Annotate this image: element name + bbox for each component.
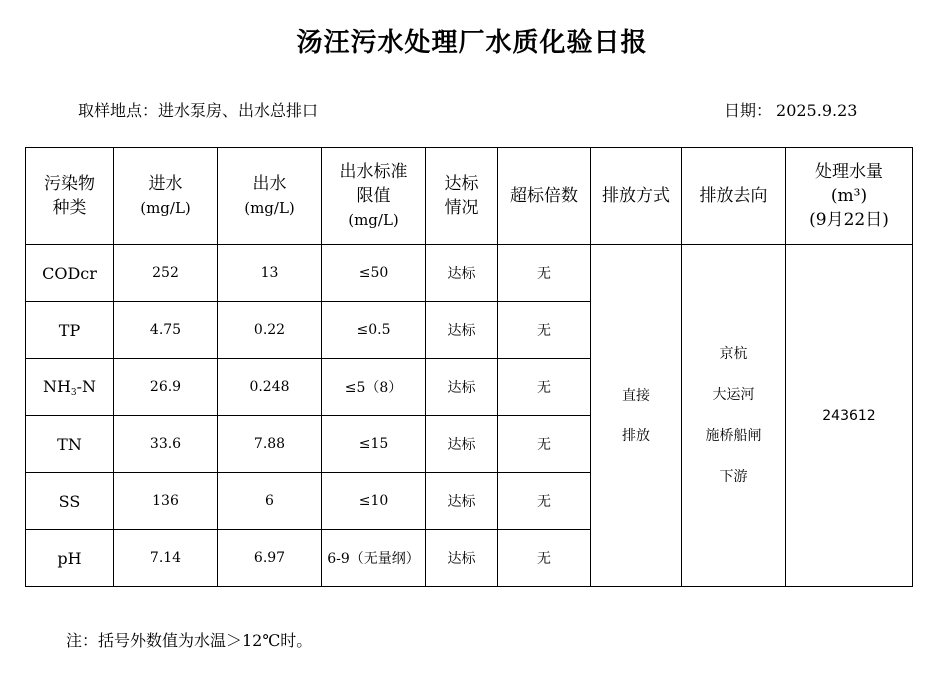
- pollutant-cell: CODcr: [26, 245, 114, 302]
- table-row: [26, 245, 913, 302]
- exceed-cell: 无: [498, 359, 591, 416]
- pollutant-cell: TN: [26, 416, 114, 473]
- pollutant-main: NH: [42, 376, 71, 396]
- footnote: 注：括号外数值为水温＞12℃时。: [66, 631, 313, 650]
- status-cell: 达标: [426, 530, 498, 587]
- header-effluent: [218, 148, 322, 245]
- header-destination: 排放去向: [682, 148, 786, 245]
- header-influent-unit: (mg/L): [140, 199, 191, 217]
- report-title: 汤汪污水处理厂水质化验日报: [296, 28, 648, 58]
- sampling-location-label: 取样地点：: [78, 101, 159, 120]
- discharge-method-cell: [591, 245, 682, 587]
- limit-cell: ≤50: [322, 245, 426, 302]
- limit-cell: ≤15: [322, 416, 426, 473]
- pollutant-tail: -N: [76, 376, 97, 396]
- effluent-cell: 0.248: [218, 359, 322, 416]
- status-cell: 达标: [426, 359, 498, 416]
- discharge-destination-line4: 下游: [719, 468, 748, 485]
- limit-cell: ≤5（8）: [322, 359, 426, 416]
- header-pollutant-line1: 污染物: [44, 174, 95, 194]
- effluent-cell: 6.97: [218, 530, 322, 587]
- discharge-destination-line1: 京杭: [719, 345, 748, 362]
- header-status-line1: 达标: [444, 174, 479, 194]
- pollutant-cell: SS: [26, 473, 114, 530]
- report-date: [724, 98, 857, 121]
- exceed-cell: 无: [498, 416, 591, 473]
- pollutant-subscript: 3: [70, 387, 77, 398]
- effluent-cell: 7.88: [218, 416, 322, 473]
- header-volume-date: (9月22日): [809, 210, 889, 230]
- limit-cell: 6-9（无量纲）: [322, 530, 426, 587]
- header-volume-line1: 处理水量: [815, 162, 883, 182]
- header-exceed: 超标倍数: [498, 148, 591, 245]
- header-pollutant: [26, 148, 114, 245]
- header-limit-unit: (mg/L): [348, 211, 399, 229]
- effluent-cell: 6: [218, 473, 322, 530]
- influent-cell: 33.6: [114, 416, 218, 473]
- status-cell: 达标: [426, 416, 498, 473]
- discharge-method-line1: 直接: [622, 387, 650, 404]
- header-status: [426, 148, 498, 245]
- header-limit-line2: 限值: [356, 186, 391, 206]
- exceed-cell: 无: [498, 530, 591, 587]
- discharge-destination-line3: 施桥船闸: [705, 427, 762, 444]
- header-limit: [322, 148, 426, 245]
- effluent-cell: 13: [218, 245, 322, 302]
- report-date-value: 2025.9.23: [776, 101, 858, 120]
- effluent-cell: 0.22: [218, 302, 322, 359]
- influent-cell: 136: [114, 473, 218, 530]
- header-effluent-label: 出水: [252, 174, 287, 194]
- exceed-cell: 无: [498, 245, 591, 302]
- header-volume-unit: (m³): [830, 186, 868, 206]
- header-influent: [114, 148, 218, 245]
- influent-cell: 252: [114, 245, 218, 302]
- influent-cell: 4.75: [114, 302, 218, 359]
- header-limit-line1: 出水标准: [339, 162, 408, 182]
- sampling-location: [78, 98, 318, 121]
- discharge-destination-line2: 大运河: [712, 386, 755, 403]
- header-status-line2: 情况: [444, 198, 479, 218]
- pollutant-cell: pH: [26, 530, 114, 587]
- exceed-cell: 无: [498, 473, 591, 530]
- pollutant-cell: TP: [26, 302, 114, 359]
- status-cell: 达标: [426, 245, 498, 302]
- influent-cell: 26.9: [114, 359, 218, 416]
- influent-cell: 7.14: [114, 530, 218, 587]
- limit-cell: ≤10: [322, 473, 426, 530]
- report-date-label: 日期：: [724, 101, 773, 120]
- header-influent-label: 进水: [148, 174, 183, 194]
- header-effluent-unit: (mg/L): [244, 199, 295, 217]
- sampling-location-value: 进水泵房、出水总排口: [158, 101, 319, 120]
- exceed-cell: 无: [498, 302, 591, 359]
- header-method: 排放方式: [591, 148, 682, 245]
- discharge-method-line2: 排放: [622, 427, 650, 444]
- discharge-destination-cell: [682, 245, 786, 587]
- pollutant-cell: [26, 359, 114, 416]
- header-pollutant-line2: 种类: [52, 198, 87, 218]
- status-cell: 达标: [426, 473, 498, 530]
- treated-volume-cell: 243612: [786, 245, 913, 587]
- header-volume: [786, 148, 913, 245]
- header-row: [26, 148, 913, 245]
- water-quality-table: [25, 147, 913, 587]
- limit-cell: ≤0.5: [322, 302, 426, 359]
- status-cell: 达标: [426, 302, 498, 359]
